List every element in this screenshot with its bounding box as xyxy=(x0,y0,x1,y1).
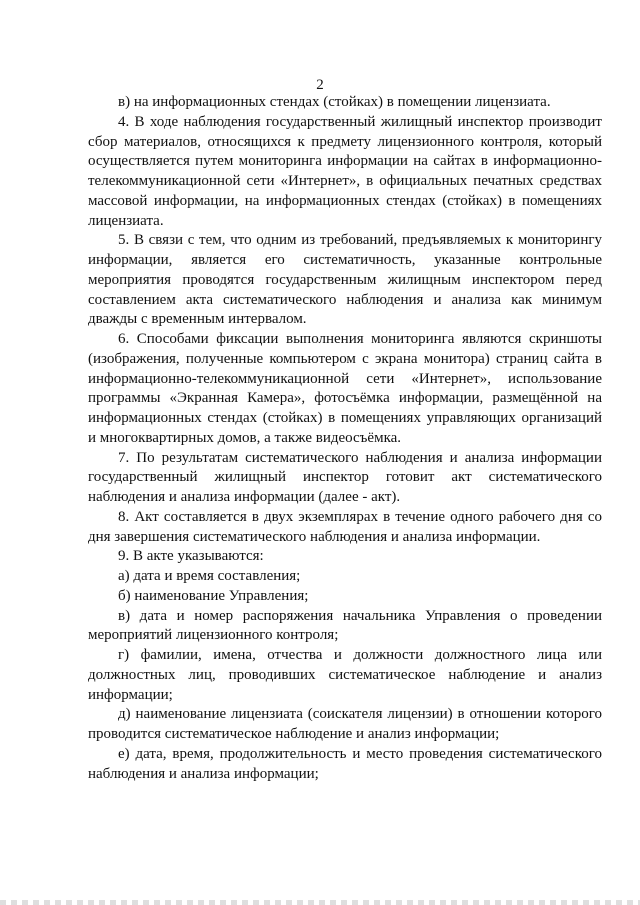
paragraph-4: 4. В ходе наблюдения государственный жилищный инспектор производит сбор материалов, относящихся к предмету лицензионного контроля, который осуществляется путем мониторинга информации на сайтах в информационно-телекоммуникационной сети «Интернет», в официальных печатных средствах массовой информации, на информационных стендах (стойках) в помещениях лицензиата. xyxy=(88,113,602,229)
document-body xyxy=(88,93,602,784)
paragraph-8: 8. Акт составляется в двух экземплярах в течение одного рабочего дня со дня завершения систематического наблюдения и анализа информации. xyxy=(88,508,602,545)
paragraph-item-v-stands: в) на информационных стендах (стойках) в помещении лицензиата. xyxy=(118,94,551,110)
paragraph-9-g: г) фамилии, имена, отчества и должности должностного лица или должностных лиц, проводивших систематическое наблюдение и анализ информации; xyxy=(88,647,602,703)
scan-edge-artifact xyxy=(0,900,640,905)
paragraph-7: 7. По результатам систематического наблюдения и анализа информации государственный жилищный инспектор готовит акт систематического наблюдения и анализа информации (далее - акт). xyxy=(88,449,602,505)
paragraph-9-e: е) дата, время, продолжительность и место проведения систематического наблюдения и анализа информации; xyxy=(88,745,602,782)
paragraph-9-v: в) дата и номер распоряжения начальника Управления о проведении мероприятий лицензионного контроля; xyxy=(88,607,602,644)
paragraph-9: 9. В акте указываются: xyxy=(118,548,264,565)
page-number: 2 xyxy=(316,77,324,93)
paragraph-6: 6. Способами фиксации выполнения мониторинга являются скриншоты (изображения, полученные компьютером с экрана монитора) страниц сайта в информационно-телекоммуникационной сети «Интернет», использование программы «Экранная Камера», фотосъёмка информации, размещённой на информационных стендах (стойках) в помещениях управляющих организаций и многоквартирных домов, а также видеосъёмка. xyxy=(88,331,602,446)
paragraph-9-d: д) наименование лицензиата (соискателя лицензии) в отношении которого проводится систематическое наблюдение и анализ информации; xyxy=(88,706,602,742)
paragraph-9-a: а) дата и время составления; xyxy=(118,568,301,584)
paragraph-5: 5. В связи с тем, что одним из требований, предъявляемых к мониторингу информации, является его систематичность, указанные контрольные мероприятия проводятся государственным жилищным инспектором перед составлением акта систематического наблюдения и анализа как минимум дважды с временным интервалом. xyxy=(88,232,602,328)
paragraph-9-b: б) наименование Управления; xyxy=(118,587,309,604)
